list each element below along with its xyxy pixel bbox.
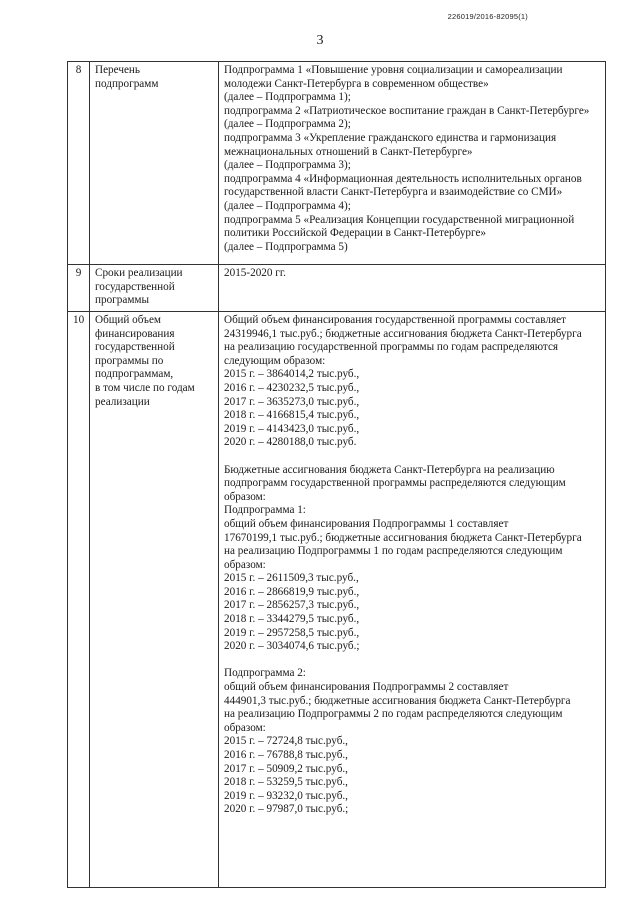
table-row <box>68 62 606 265</box>
content-line: на реализацию государственной программы по годам распределяются <box>224 341 559 354</box>
content-line: 2018 г. – 53259,5 тыс.руб., <box>224 776 348 789</box>
content-line: Подпрограмма 1 «Повышение уровня социализации и самореализации <box>224 64 563 76</box>
content-line: общий объем финансирования Подпрограммы 2 составляет <box>224 681 509 694</box>
content-line: Подпрограмма 2: <box>224 667 306 680</box>
content-line: (далее – Подпрограмма 4); <box>224 199 351 212</box>
label-line: реализации <box>95 395 150 408</box>
program-passport-table <box>67 61 606 888</box>
label-line: подпрограмм <box>95 77 159 90</box>
content-line: государственной власти Санкт-Петербурга и взаимодействие со СМИ» <box>224 186 563 199</box>
table-row <box>68 312 606 888</box>
content-line: подпрограмма 3 «Укрепление гражданского единства и гармонизация <box>224 131 557 144</box>
label-line: государственной <box>95 280 175 293</box>
label-line: программы по <box>95 354 164 367</box>
paragraph-gap <box>224 654 600 668</box>
content-line: 2016 г. – 2866819,9 тыс.руб., <box>224 585 360 598</box>
content-line: 2015 г. – 72724,8 тыс.руб., <box>224 735 348 748</box>
row-content <box>219 265 606 312</box>
content-line: 2016 г. – 4230232,5 тыс.руб., <box>224 381 360 394</box>
label-line: финансирования <box>95 327 175 340</box>
content-line: общий объем финансирования Подпрограммы 1 составляет <box>224 517 509 530</box>
label-line: Общий объем <box>95 314 161 326</box>
content-line: Бюджетные ассигнования бюджета Санкт-Петербурга на реализацию <box>224 463 555 476</box>
content-line: 2017 г. – 2856257,3 тыс.руб., <box>224 599 360 612</box>
content-line: Общий объем финансирования государственной программы составляет <box>224 314 566 326</box>
content-line: 2020 г. – 97987,0 тыс.руб.; <box>224 803 349 816</box>
content-line: подпрограмма 5 «Реализация Концепции государственной миграционной <box>224 213 575 226</box>
content-line: 2019 г. – 93232,0 тыс.руб., <box>224 789 348 802</box>
content-line: следующим образом: <box>224 354 326 367</box>
content-line: 2018 г. – 4166815,4 тыс.руб., <box>224 409 360 422</box>
content-line: (далее – Подпрограмма 1); <box>224 91 351 104</box>
row-label <box>90 312 219 888</box>
content-line: подпрограмм государственной программы распределяются следующим <box>224 477 566 490</box>
content-line: 444901,3 тыс.руб.; бюджетные ассигнования бюджета Санкт-Петербурга <box>224 694 571 707</box>
content-line: 2015 г. – 2611509,3 тыс.руб., <box>224 572 359 585</box>
label-line: государственной <box>95 341 175 354</box>
paragraph-gap <box>224 450 600 464</box>
content-line: (далее – Подпрограмма 2); <box>224 118 351 131</box>
content-line: 2020 г. – 4280188,0 тыс.руб. <box>224 436 357 449</box>
content-line: образом: <box>224 490 266 503</box>
page-number: 3 <box>316 33 324 48</box>
content-line: политики Российской Федерации в Санкт-Петербурге» <box>224 227 487 240</box>
content-line: (далее – Подпрограмма 5) <box>224 240 348 253</box>
row-content <box>219 312 606 888</box>
label-line: подпрограммам, <box>95 368 174 381</box>
content-line: Подпрограмма 1: <box>224 504 306 517</box>
label-line: Сроки реализации <box>95 267 183 279</box>
row-label <box>90 62 219 265</box>
content-line: подпрограмма 4 «Информационная деятельность исполнительных органов <box>224 172 582 185</box>
content-line: образом: <box>224 721 266 734</box>
content-line: 2019 г. – 4143423,0 тыс.руб., <box>224 422 360 435</box>
row-number: 9 <box>68 265 90 312</box>
row-number: 10 <box>68 312 90 888</box>
row-number: 8 <box>68 62 90 265</box>
content-line: 2019 г. – 2957258,5 тыс.руб., <box>224 626 360 639</box>
content-line: 2016 г. – 76788,8 тыс.руб., <box>224 749 348 761</box>
content-line: 2015-2020 гг. <box>224 267 286 279</box>
content-line: на реализацию Подпрограммы 1 по годам распределяются следующим <box>224 545 563 558</box>
label-line: Перечень <box>95 64 141 76</box>
content-line: подпрограмма 2 «Патриотическое воспитание граждан в Санкт-Петербурге» <box>224 104 590 117</box>
label-line: в том числе по годам <box>95 381 195 394</box>
content-line: 2017 г. – 50909,2 тыс.руб., <box>224 762 348 775</box>
content-line: образом: <box>224 558 266 571</box>
row-label <box>90 265 219 312</box>
content-line: 24319946,1 тыс.руб.; бюджетные ассигнования бюджета Санкт-Петербурга <box>224 327 582 340</box>
content-line: на реализацию Подпрограммы 2 по годам распределяются следующим <box>224 708 563 721</box>
label-line: программы <box>95 294 149 307</box>
content-line: 2017 г. – 3635273,0 тыс.руб., <box>224 395 360 408</box>
content-line: 2018 г. – 3344279,5 тыс.руб., <box>224 613 360 626</box>
content-line: молодежи Санкт-Петербурга в современном обществе» <box>224 77 489 90</box>
content-line: 2020 г. – 3034074,6 тыс.руб.; <box>224 640 360 653</box>
content-line: (далее – Подпрограмма 3); <box>224 159 351 172</box>
content-line: 2015 г. – 3864014,2 тыс.руб., <box>224 368 360 381</box>
table-row <box>68 265 606 312</box>
content-line: межнациональных отношений в Санкт-Петербурге» <box>224 145 473 158</box>
document-id: 226019/2016-82095(1) <box>447 12 528 21</box>
row-content <box>219 62 606 265</box>
content-line: 17670199,1 тыс.руб.; бюджетные ассигнования бюджета Санкт-Петербурга <box>224 531 582 544</box>
